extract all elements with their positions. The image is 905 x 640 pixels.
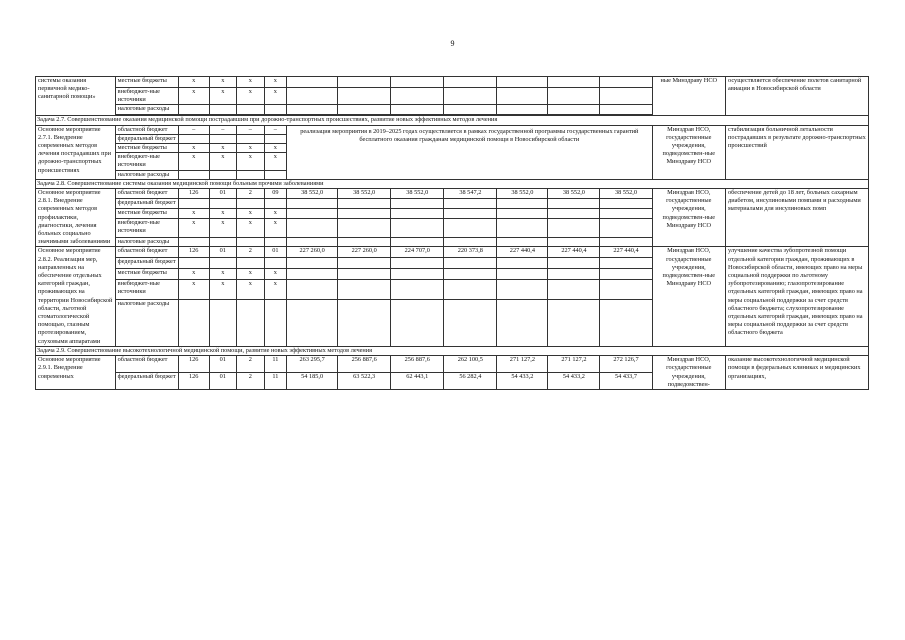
executor: Минздрав НСО, государственные учреждения, подведомствен-ные Минздраву НСО — [652, 125, 726, 179]
task-heading: Задача 2.9. Совершенствование высокотехнологичной медицинской помощи, развитие новых эффективных методов лечения — [36, 346, 869, 355]
cell: x — [237, 279, 265, 299]
cell: x — [178, 77, 209, 88]
cell: 01 — [264, 247, 286, 258]
activity-name: системы оказания первичной медико-санитарной помощи» — [36, 77, 116, 116]
cell: – — [237, 125, 265, 134]
expected-result: осуществляется обеспечение полетов санитарной авиации в Новосибирской области — [726, 77, 869, 116]
cell: x — [237, 77, 265, 88]
source-label: внебюджет-ные источники — [115, 153, 178, 170]
expected-result: оказание высокотехнологичной медицинской помощи в федеральных клиниках и медицинских организациях, — [726, 356, 869, 390]
source-label: федеральный бюджет — [115, 373, 178, 390]
cell: 11 — [264, 373, 286, 390]
cell: 09 — [264, 189, 286, 199]
activity-name: Основное мероприятие 2.7.1. Внедрение современных методов лечения пострадавших при дорожно-транспортных происшествиях — [36, 125, 116, 179]
source-label: местные бюджеты — [115, 268, 178, 279]
table-row — [36, 77, 869, 88]
source-label: федеральный бюджет — [115, 198, 178, 208]
source-label: внебюджет-ные источники — [115, 279, 178, 299]
amount-cell: 263 295,7 — [287, 356, 338, 373]
cell: x — [209, 279, 237, 299]
activity-name: Основное мероприятие 2.9.1. Внедрение современных — [36, 356, 116, 390]
cell: x — [264, 279, 286, 299]
cell: x — [178, 87, 209, 104]
amount-cell: 227 260,0 — [287, 247, 338, 258]
cell: 126 — [178, 356, 209, 373]
source-label: внебюджет-ные источники — [115, 87, 178, 104]
cell: x — [178, 208, 209, 218]
cell: x — [178, 279, 209, 299]
source-label: областной бюджет — [115, 247, 178, 258]
cell: x — [237, 218, 265, 237]
cell: x — [178, 218, 209, 237]
cell: x — [264, 153, 286, 170]
table-row — [36, 179, 869, 188]
cell: x — [264, 218, 286, 237]
cell: x — [209, 87, 237, 104]
cell: x — [264, 77, 286, 88]
cell: 2 — [237, 356, 265, 373]
cell: x — [209, 153, 237, 170]
amount-cell: 54 433,7 — [600, 373, 652, 390]
source-label: областной бюджет — [115, 356, 178, 373]
amount-cell: 227 440,4 — [548, 247, 600, 258]
cell: x — [178, 153, 209, 170]
cell: x — [264, 144, 286, 153]
task-heading: Задача 2.8. Совершенствование системы оказания медицинской помощи больным прочими заболеваниями — [36, 179, 869, 188]
amount-cell: 38 552,0 — [287, 189, 338, 199]
amount-cell: 38 552,0 — [391, 189, 444, 199]
cell: 11 — [264, 356, 286, 373]
source-label: налоговые расходы — [115, 170, 178, 179]
table-row — [36, 125, 869, 134]
source-label: налоговые расходы — [115, 104, 178, 115]
amount-cell: 54 433,2 — [548, 373, 600, 390]
table-row — [36, 116, 869, 125]
expected-result: обеспечение детей до 18 лет, больных сахарным диабетом, инсулиновыми помпами и расходными материалами для инсулиновых помп — [726, 189, 869, 247]
cell: x — [264, 208, 286, 218]
cell: 2 — [237, 247, 265, 258]
cell: x — [209, 144, 237, 153]
amount-cell: 63 522,3 — [338, 373, 391, 390]
cell: 01 — [209, 356, 237, 373]
source-label: областной бюджет — [115, 189, 178, 199]
program-table — [35, 76, 869, 390]
cell: 126 — [178, 247, 209, 258]
cell: x — [237, 268, 265, 279]
amount-cell: 54 433,2 — [497, 373, 548, 390]
page-number: 9 — [450, 39, 455, 48]
activity-name: Основное мероприятие 2.8.1. Внедрение современных методов профилактики, диагностики, лечения больных социально значимыми заболеваниями — [36, 189, 116, 247]
amount-cell: 227 440,4 — [600, 247, 652, 258]
amount-cell: 224 707,0 — [391, 247, 444, 258]
cell: x — [237, 144, 265, 153]
cell: x — [178, 268, 209, 279]
source-label: налоговые расходы — [115, 299, 178, 346]
amount-cell: 38 552,0 — [600, 189, 652, 199]
cell: x — [237, 208, 265, 218]
amount-cell: 272 126,7 — [600, 356, 652, 373]
expected-result: стабилизация больничной летальности пострадавших в результате дорожно-транспортных происшествий — [726, 125, 869, 179]
table-row — [36, 346, 869, 355]
cell: x — [264, 87, 286, 104]
cell: – — [264, 125, 286, 134]
cell: 126 — [178, 373, 209, 390]
cell: – — [209, 125, 237, 134]
source-label: местные бюджеты — [115, 208, 178, 218]
source-label: федеральный бюджет — [115, 134, 178, 143]
table-row — [36, 247, 869, 258]
activity-name: Основное мероприятие 2.8.2. Реализация мер, направленных на обеспечение отдельных категорий граждан, проживающих на территории Новосибирской области, льготной стоматологической помощью, глазным протезированием, слуховыми аппаратами — [36, 247, 116, 346]
amount-cell: 38 547,2 — [444, 189, 497, 199]
cell: 126 — [178, 189, 209, 199]
source-label: федеральный бюджет — [115, 258, 178, 269]
cell: x — [209, 218, 237, 237]
source-label: областной бюджет — [115, 125, 178, 134]
cell: 2 — [237, 189, 265, 199]
amount-cell: 256 887,6 — [391, 356, 444, 373]
amount-cell: 220 373,8 — [444, 247, 497, 258]
amount-cell: 38 552,0 — [497, 189, 548, 199]
executor: Минздрав НСО, государственные учреждения, подведомствен-ные Минздраву НСО — [652, 247, 726, 346]
amount-cell: 256 887,6 — [338, 356, 391, 373]
amount-cell: 38 552,0 — [338, 189, 391, 199]
cell: x — [209, 77, 237, 88]
amount-cell: 56 282,4 — [444, 373, 497, 390]
amount-cell: 271 127,2 — [497, 356, 548, 373]
amount-cell: 262 100,5 — [444, 356, 497, 373]
table-row — [36, 189, 869, 199]
cell: 01 — [209, 373, 237, 390]
table-row — [36, 356, 869, 373]
cell: 2 — [237, 373, 265, 390]
activity-note: реализация мероприятия в 2019–2025 годах осуществляется в рамках государственной программы государственных гарантий бесплатного оказания гражданам медицинской помощи в Новосибирской области — [287, 125, 652, 179]
task-heading: Задача 2.7. Совершенствование оказания медицинской помощи пострадавшим при дорожно-транспортных происшествиях, развитие новых эффективных методов лечения — [36, 116, 869, 125]
cell: x — [237, 87, 265, 104]
amount-cell: 227 260,0 — [338, 247, 391, 258]
cell: x — [237, 153, 265, 170]
expected-result: улучшение качества зубопротезной помощи отдельной категории граждан, проживающих в Новосибирской области, имеющих право на меры социальной поддержки по льготному зубопротезированию; глазопротезирование отдельных категорий граждан, имеющих право на меры социальной поддержки за счет средств областного бюджета; слухопротезирование отдельных категорий граждан, имеющих право на меры социальной поддержки за счет средств областного бюджета — [726, 247, 869, 346]
source-label: местные бюджеты — [115, 77, 178, 88]
cell: – — [178, 125, 209, 134]
executor: Минздрав НСО, государственные учреждения, подведомствен-ные Минздраву НСО — [652, 189, 726, 247]
cell: x — [209, 268, 237, 279]
amount-cell: 271 127,2 — [548, 356, 600, 373]
executor: Минздрав НСО, государственные учреждения, подведомствен- — [652, 356, 726, 390]
amount-cell: 54 185,0 — [287, 373, 338, 390]
source-label: местные бюджеты — [115, 144, 178, 153]
amount-cell: 38 552,0 — [548, 189, 600, 199]
cell: x — [264, 268, 286, 279]
cell: x — [178, 144, 209, 153]
source-label: внебюджет-ные источники — [115, 218, 178, 237]
cell: 01 — [209, 189, 237, 199]
cell: 01 — [209, 247, 237, 258]
executor: ные Минздраву НСО — [652, 77, 726, 116]
amount-cell: 227 440,4 — [497, 247, 548, 258]
source-label: налоговые расходы — [115, 237, 178, 247]
amount-cell: 62 443,1 — [391, 373, 444, 390]
cell: x — [209, 208, 237, 218]
